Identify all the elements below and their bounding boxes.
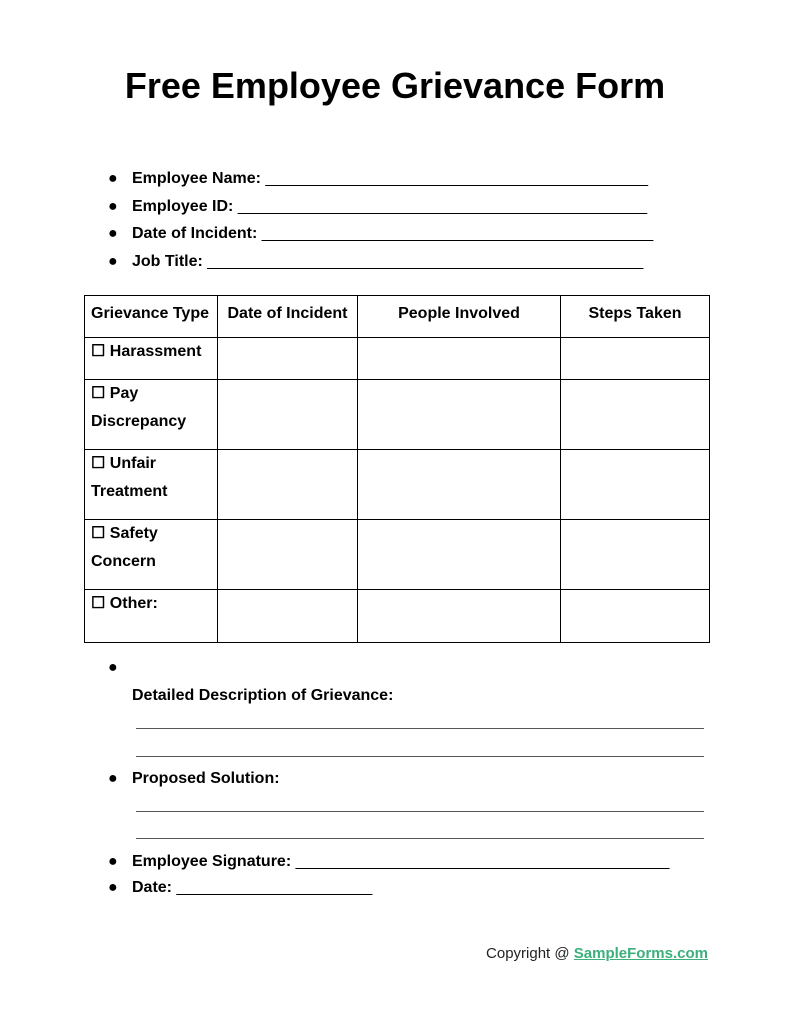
grievance-type-safety-concern[interactable]: ☐ Safety Concern bbox=[85, 520, 218, 590]
grievance-type-harassment[interactable]: ☐ Harassment bbox=[85, 338, 218, 380]
description-line-1[interactable] bbox=[136, 728, 704, 729]
solution-section bbox=[108, 770, 708, 794]
signature-blank[interactable]: __________________________________________ bbox=[295, 853, 670, 870]
people-cell[interactable] bbox=[358, 450, 561, 520]
table-row bbox=[85, 338, 710, 380]
date-of-incident-field[interactable] bbox=[108, 221, 708, 249]
form-title: Free Employee Grievance Form bbox=[124, 65, 666, 106]
steps-cell[interactable] bbox=[561, 520, 710, 590]
description-bullet-row bbox=[108, 659, 708, 683]
employee-id-blank[interactable]: ______________________________________________ bbox=[237, 197, 648, 215]
solution-line-2[interactable] bbox=[136, 838, 704, 839]
bullet-icon: ● bbox=[108, 770, 118, 787]
job-title-label: Job Title: bbox=[132, 252, 203, 270]
table-row bbox=[85, 590, 710, 643]
description-line-2[interactable] bbox=[136, 756, 704, 757]
signature-text bbox=[132, 853, 669, 871]
date-cell[interactable] bbox=[218, 450, 358, 520]
grievance-table bbox=[84, 295, 710, 643]
sampleforms-link[interactable]: SampleForms.com bbox=[573, 945, 708, 962]
copyright-prefix: Copyright @ bbox=[486, 945, 574, 962]
header-people-involved: People Involved bbox=[358, 296, 561, 338]
header-grievance-type: Grievance Type bbox=[85, 296, 218, 338]
date-of-incident-blank[interactable]: ____________________________________________ bbox=[261, 225, 654, 242]
signature-label: Employee Signature: bbox=[132, 853, 292, 870]
table-header-row bbox=[85, 296, 710, 338]
description-section bbox=[108, 687, 708, 711]
grievance-type-unfair-treatment[interactable]: ☐ Unfair Treatment bbox=[85, 450, 218, 520]
table-row bbox=[85, 520, 710, 590]
steps-cell[interactable] bbox=[561, 590, 710, 643]
date-text bbox=[132, 879, 372, 897]
copyright-notice bbox=[486, 945, 708, 962]
bullet-icon: ● bbox=[108, 252, 118, 270]
bullet-icon: ● bbox=[108, 197, 118, 215]
table-row bbox=[85, 380, 710, 450]
employee-info-list bbox=[108, 166, 708, 276]
employee-name-field[interactable] bbox=[108, 166, 708, 194]
date-label: Date: bbox=[132, 879, 173, 896]
header-steps-taken: Steps Taken bbox=[561, 296, 710, 338]
employee-name-label: Employee Name: bbox=[132, 170, 261, 187]
grievance-type-pay-discrepancy[interactable]: ☐ Pay Discrepancy bbox=[85, 380, 218, 450]
steps-cell[interactable] bbox=[561, 380, 710, 450]
employee-id-field[interactable] bbox=[108, 194, 708, 222]
employee-id-label: Employee ID: bbox=[132, 197, 234, 215]
bullet-icon: ● bbox=[108, 225, 118, 242]
grievance-type-other[interactable]: ☐ Other: bbox=[85, 590, 218, 643]
description-label: Detailed Description of Grievance: bbox=[132, 687, 394, 704]
job-title-blank[interactable]: _________________________________________________ bbox=[207, 252, 644, 270]
table-row bbox=[85, 450, 710, 520]
solution-line-1[interactable] bbox=[136, 811, 704, 812]
employee-name-blank[interactable]: ___________________________________________ bbox=[265, 170, 649, 187]
solution-label: Proposed Solution: bbox=[132, 770, 280, 787]
bullet-icon: ● bbox=[108, 879, 118, 896]
header-date-of-incident: Date of Incident bbox=[218, 296, 358, 338]
date-field[interactable] bbox=[108, 879, 708, 903]
date-blank[interactable]: ______________________ bbox=[176, 879, 373, 896]
people-cell[interactable] bbox=[358, 520, 561, 590]
people-cell[interactable] bbox=[358, 380, 561, 450]
date-cell[interactable] bbox=[218, 338, 358, 380]
bullet-icon: ● bbox=[108, 659, 118, 676]
signature-field[interactable] bbox=[108, 853, 708, 877]
job-title-field[interactable] bbox=[108, 249, 708, 277]
people-cell[interactable] bbox=[358, 338, 561, 380]
date-cell[interactable] bbox=[218, 520, 358, 590]
bullet-icon: ● bbox=[108, 170, 118, 187]
bullet-icon: ● bbox=[108, 853, 118, 870]
steps-cell[interactable] bbox=[561, 450, 710, 520]
steps-cell[interactable] bbox=[561, 338, 710, 380]
people-cell[interactable] bbox=[358, 590, 561, 643]
date-cell[interactable] bbox=[218, 380, 358, 450]
date-of-incident-label: Date of Incident: bbox=[132, 225, 258, 242]
date-cell[interactable] bbox=[218, 590, 358, 643]
